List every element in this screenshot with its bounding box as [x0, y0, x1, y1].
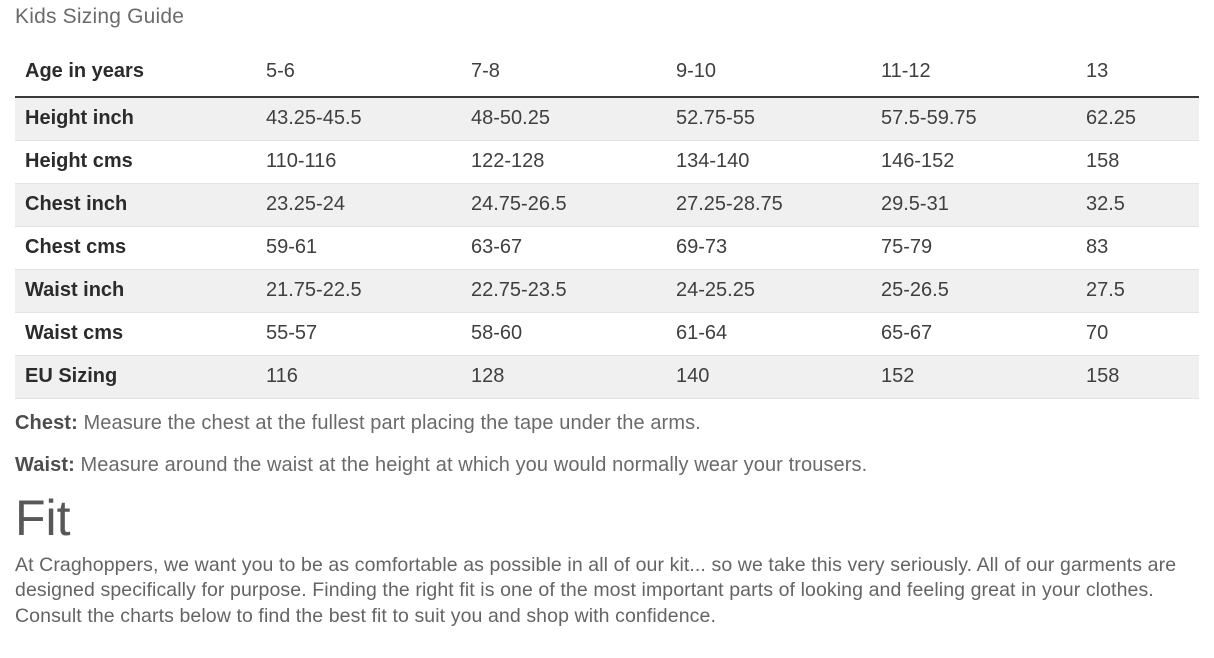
table-cell: 7-8	[461, 46, 666, 97]
table-cell: 65-67	[871, 312, 1076, 355]
table-cell: 57.5-59.75	[871, 97, 1076, 140]
table-cell: 27.25-28.75	[666, 183, 871, 226]
row-label: Chest cms	[15, 226, 256, 269]
table-cell: 43.25-45.5	[256, 97, 461, 140]
table-cell: 70	[1076, 312, 1199, 355]
table-cell: 63-67	[461, 226, 666, 269]
table-cell: 55-57	[256, 312, 461, 355]
row-label: Height cms	[15, 140, 256, 183]
table-cell: 32.5	[1076, 183, 1199, 226]
table-row-chest-inch	[15, 183, 1199, 226]
table-row-height-cms	[15, 140, 1199, 183]
row-label: Chest inch	[15, 183, 256, 226]
fit-section-heading: Fit	[15, 489, 71, 546]
chest-note-text: Measure the chest at the fullest part placing the tape under the arms.	[77, 411, 701, 434]
table-cell: 158	[1076, 140, 1199, 183]
table-row-eu-sizing	[15, 355, 1199, 398]
table-cell: 22.75-23.5	[461, 269, 666, 312]
table-cell: 9-10	[666, 46, 871, 97]
table-cell: 23.25-24	[256, 183, 461, 226]
table-cell: 75-79	[871, 226, 1076, 269]
table-row-height-inch	[15, 97, 1199, 140]
waist-measure-note	[15, 454, 1199, 477]
table-cell: 69-73	[666, 226, 871, 269]
kids-sizing-table	[15, 46, 1199, 399]
table-cell: 134-140	[666, 140, 871, 183]
table-cell: 146-152	[871, 140, 1076, 183]
table-row-chest-cms	[15, 226, 1199, 269]
table-cell: 59-61	[256, 226, 461, 269]
table-row-waist-inch	[15, 269, 1199, 312]
table-cell: 116	[256, 355, 461, 398]
waist-note-text: Measure around the waist at the height at which you would normally wear your trousers.	[74, 453, 868, 476]
table-cell: 11-12	[871, 46, 1076, 97]
table-row-waist-cms	[15, 312, 1199, 355]
table-cell: 122-128	[461, 140, 666, 183]
fit-section-body: At Craghoppers, we want you to be as comfortable as possible in all of our kit... so we take this very seriously. All of our garments are designed specifically for purpose. Finding the right fit is one of the most important parts of looking and feeling great in your clothes. Consult the charts below to find the best fit to suit you and shop with confidence.	[15, 553, 1177, 627]
table-cell: 27.5	[1076, 269, 1199, 312]
table-cell: 62.25	[1076, 97, 1199, 140]
table-cell: 5-6	[256, 46, 461, 97]
table-cell: 25-26.5	[871, 269, 1076, 312]
table-cell: 152	[871, 355, 1076, 398]
row-label: EU Sizing	[15, 355, 256, 398]
table-cell: 48-50.25	[461, 97, 666, 140]
row-label: Age in years	[15, 46, 256, 97]
table-cell: 140	[666, 355, 871, 398]
sizing-guide-page	[0, 5, 1214, 629]
table-cell: 110-116	[256, 140, 461, 183]
table-cell: 158	[1076, 355, 1199, 398]
chest-measure-note	[15, 412, 1199, 435]
waist-note-label: Waist:	[15, 453, 75, 476]
row-label: Waist inch	[15, 269, 256, 312]
table-row-age	[15, 46, 1199, 97]
table-cell: 83	[1076, 226, 1199, 269]
row-label: Waist cms	[15, 312, 256, 355]
table-cell: 24-25.25	[666, 269, 871, 312]
table-cell: 128	[461, 355, 666, 398]
row-label: Height inch	[15, 97, 256, 140]
page-title: Kids Sizing Guide	[15, 5, 185, 28]
table-cell: 21.75-22.5	[256, 269, 461, 312]
table-cell: 52.75-55	[666, 97, 871, 140]
table-cell: 13	[1076, 46, 1199, 97]
table-cell: 29.5-31	[871, 183, 1076, 226]
chest-note-label: Chest:	[15, 411, 78, 434]
table-cell: 61-64	[666, 312, 871, 355]
table-cell: 58-60	[461, 312, 666, 355]
table-cell: 24.75-26.5	[461, 183, 666, 226]
